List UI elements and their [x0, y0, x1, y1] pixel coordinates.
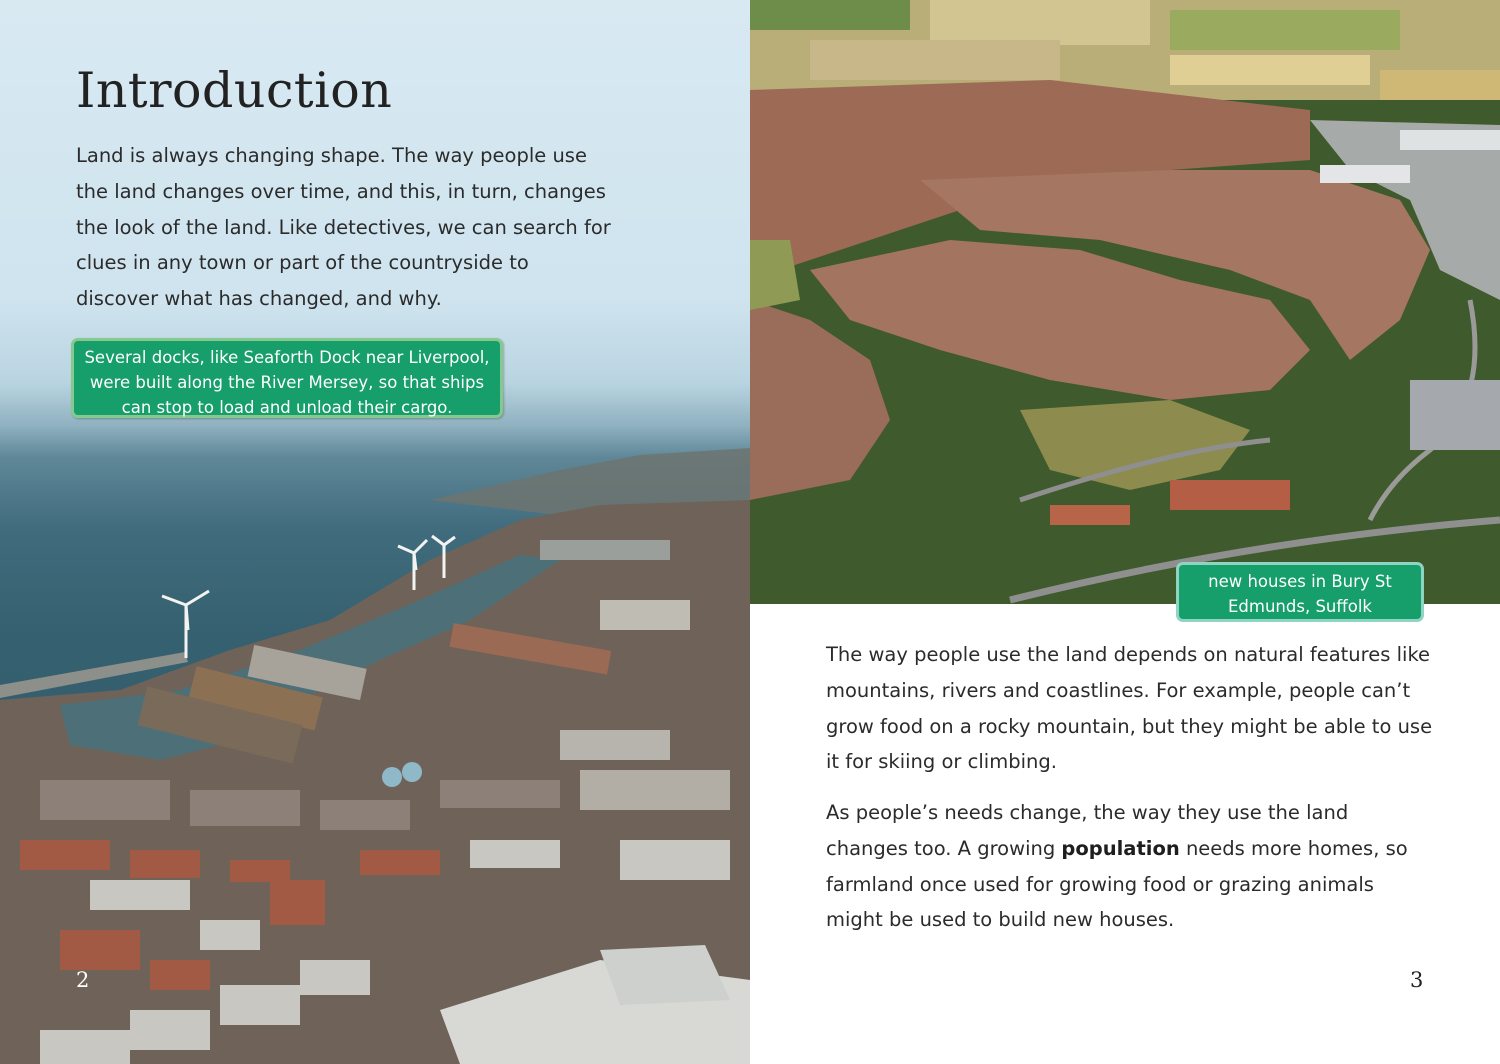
- right-page: [750, 0, 1500, 1064]
- paragraph-text-start: As people’s needs change, the way they use the land changes too. A growing: [826, 801, 1349, 860]
- paragraph-text-end: needs more homes, so farmland once used for growing food or grazing animals might be used to build new houses.: [826, 836, 1408, 932]
- natural-features-paragraph: The way people use the land depends on natural features like mountains, rivers and coastlines. For example, people can’t grow food on a rocky mountain, but they might be able to use it for skiing or climbing.: [826, 643, 1433, 774]
- docks-photo-caption: Several docks, like Seaforth Dock near Liverpool, were built along the River Mersey, so that ships can stop to load and unload their cargo.: [71, 338, 503, 418]
- page-number-right: 3: [1410, 968, 1424, 992]
- needs-change-paragraph: [826, 795, 1436, 938]
- page-title: Introduction: [76, 62, 393, 119]
- page-number-left: 2: [76, 968, 90, 992]
- intro-paragraph: Land is always changing shape. The way people use the land changes over time, and this, in turn, changes the look of the land. Like detectives, we can search for clues in any town or part of the countryside to discover what has changed, and why.: [76, 144, 611, 311]
- glossary-term-population: population: [1061, 836, 1180, 860]
- housing-estate-aerial-photo: [750, 0, 1500, 604]
- houses-photo-caption: new houses in Bury St Edmunds, Suffolk: [1176, 562, 1424, 622]
